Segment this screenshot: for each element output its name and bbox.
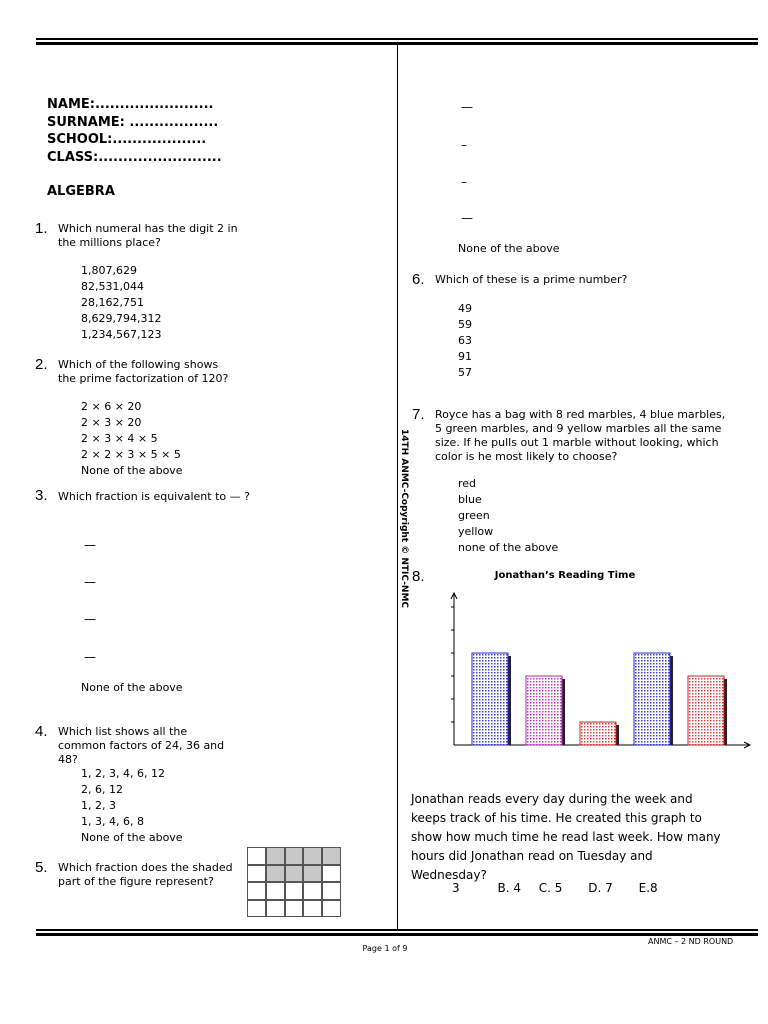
- question-text: Which list shows all the common factors of 24, 36 and 48?: [58, 725, 225, 766]
- option[interactable]: —: [84, 575, 96, 589]
- option[interactable]: —: [84, 538, 96, 552]
- option[interactable]: yellow: [458, 525, 494, 538]
- option[interactable]: 91: [458, 350, 472, 363]
- option[interactable]: 1, 3, 4, 6, 8: [81, 815, 144, 828]
- option[interactable]: 2, 6, 12: [81, 783, 123, 796]
- grid-cell: [303, 865, 322, 883]
- grid-cell: [322, 847, 341, 865]
- chart-title: Jonathan’s Reading Time: [494, 570, 636, 581]
- page-number: Page 1 of 9: [362, 944, 408, 953]
- option[interactable]: 2 × 2 × 3 × 5 × 5: [81, 448, 181, 461]
- options-list: [81, 399, 183, 479]
- grid-cell: [303, 882, 322, 900]
- answer-choices: [452, 880, 672, 896]
- school-field: SCHOOL:...................: [47, 132, 207, 147]
- copyright-container: [396, 429, 410, 609]
- option[interactable]: 49: [458, 302, 472, 315]
- option[interactable]: 2 × 6 × 20: [81, 400, 142, 413]
- answer-option[interactable]: 3: [452, 881, 460, 895]
- question-text: Which fraction does the shaded part of the figure represent?: [58, 861, 233, 888]
- option[interactable]: None of the above: [81, 464, 183, 477]
- option[interactable]: none of the above: [458, 541, 559, 554]
- question-text: Royce has a bag with 8 red marbles, 4 blue marbles, 5 green marbles, and 9 yellow marbles all the same size. If he pulls out 1 marble without looking, which color is he most likely to choose?: [435, 408, 726, 463]
- section-title: ALGEBRA: [47, 184, 115, 199]
- answer-option[interactable]: C. 5: [538, 881, 563, 895]
- question-text: Which of these is a prime number?: [435, 273, 628, 286]
- question-text: Which fraction is equivalent to — ?: [58, 490, 250, 503]
- bottom-rule-thick: [36, 933, 758, 936]
- name-field: NAME:........................: [47, 97, 214, 112]
- option[interactable]: —: [84, 612, 96, 626]
- option[interactable]: —: [461, 100, 473, 114]
- class-field: CLASS:.........................: [47, 149, 222, 165]
- option[interactable]: 1, 2, 3, 4, 6, 12: [81, 767, 165, 780]
- option[interactable]: 1,234,567,123: [81, 328, 162, 341]
- question-number: 4.: [35, 723, 48, 740]
- option[interactable]: None of the above: [81, 681, 183, 694]
- option[interactable]: red: [458, 477, 477, 490]
- grid-cell: [285, 865, 304, 883]
- grid-cell: [303, 847, 322, 865]
- question-text: Which of the following shows the prime factorization of 120?: [58, 358, 229, 385]
- option[interactable]: 1,807,629: [81, 264, 137, 277]
- bar: [634, 653, 670, 745]
- grid-cell: [266, 847, 285, 865]
- grid-cell: [247, 900, 266, 918]
- option[interactable]: 82,531,044: [81, 280, 144, 293]
- answer-option[interactable]: D. 7: [588, 881, 613, 895]
- option[interactable]: blue: [458, 493, 482, 506]
- grid-cell: [285, 900, 304, 918]
- question-number: 5.: [35, 859, 48, 876]
- grid-cell: [303, 900, 322, 918]
- option[interactable]: 1, 2, 3: [81, 799, 116, 812]
- question-number: 7.: [412, 406, 425, 423]
- question-number: 8.: [412, 568, 425, 585]
- question-number: 2.: [35, 356, 48, 373]
- option[interactable]: green: [458, 509, 490, 522]
- option[interactable]: 8,629,794,312: [81, 312, 162, 325]
- surname-field: SURNAME: ..................: [47, 114, 219, 130]
- question-text: Jonathan reads every day during the week and keeps track of his time. He created this graph to show how much time he read last week. How many hours did Jonathan read on Tuesday and Wednesday?: [411, 792, 721, 882]
- question-number: 6.: [412, 271, 425, 288]
- option[interactable]: 63: [458, 334, 472, 347]
- top-rule: [36, 38, 758, 40]
- bar: [526, 676, 562, 745]
- grid-cell: [266, 900, 285, 918]
- bar: [580, 722, 616, 745]
- grid-cell: [247, 847, 266, 865]
- grid-cell: [266, 882, 285, 900]
- question-text: Which numeral has the digit 2 in the millions place?: [58, 222, 238, 249]
- option[interactable]: None of the above: [458, 242, 560, 255]
- option[interactable]: —: [84, 650, 96, 664]
- options-list: [458, 301, 472, 381]
- options-list: [81, 263, 161, 343]
- round-label: ANMC – 2 ND ROUND: [648, 937, 734, 946]
- option[interactable]: –: [461, 175, 467, 189]
- copyright-text: 14TH ANMC-Copyright © NTIC-NMC: [399, 429, 409, 609]
- grid-cell: [247, 882, 266, 900]
- options-list: [458, 476, 558, 556]
- option[interactable]: 2 × 3 × 4 × 5: [81, 432, 158, 445]
- option[interactable]: —: [461, 211, 473, 225]
- fraction-grid-figure: [247, 847, 341, 917]
- grid-cell: [285, 882, 304, 900]
- bar: [472, 653, 508, 745]
- option[interactable]: None of the above: [81, 831, 183, 844]
- grid-cell: [322, 865, 341, 883]
- reading-time-chart: [440, 585, 760, 755]
- option[interactable]: 57: [458, 366, 472, 379]
- option[interactable]: 28,162,751: [81, 296, 144, 309]
- bar: [688, 676, 724, 745]
- student-fields: [47, 96, 222, 166]
- grid-cell: [247, 865, 266, 883]
- question-number: 3.: [35, 487, 48, 504]
- option[interactable]: –: [461, 138, 467, 152]
- grid-cell: [322, 900, 341, 918]
- grid-cell: [322, 882, 341, 900]
- grid-cell: [285, 847, 304, 865]
- option[interactable]: 59: [458, 318, 472, 331]
- answer-option[interactable]: E.8: [638, 881, 658, 895]
- option[interactable]: 2 × 3 × 20: [81, 416, 142, 429]
- grid-cell: [266, 865, 285, 883]
- options-list: [81, 766, 183, 846]
- answer-option[interactable]: B. 4: [497, 881, 521, 895]
- question-number: 1.: [35, 220, 48, 237]
